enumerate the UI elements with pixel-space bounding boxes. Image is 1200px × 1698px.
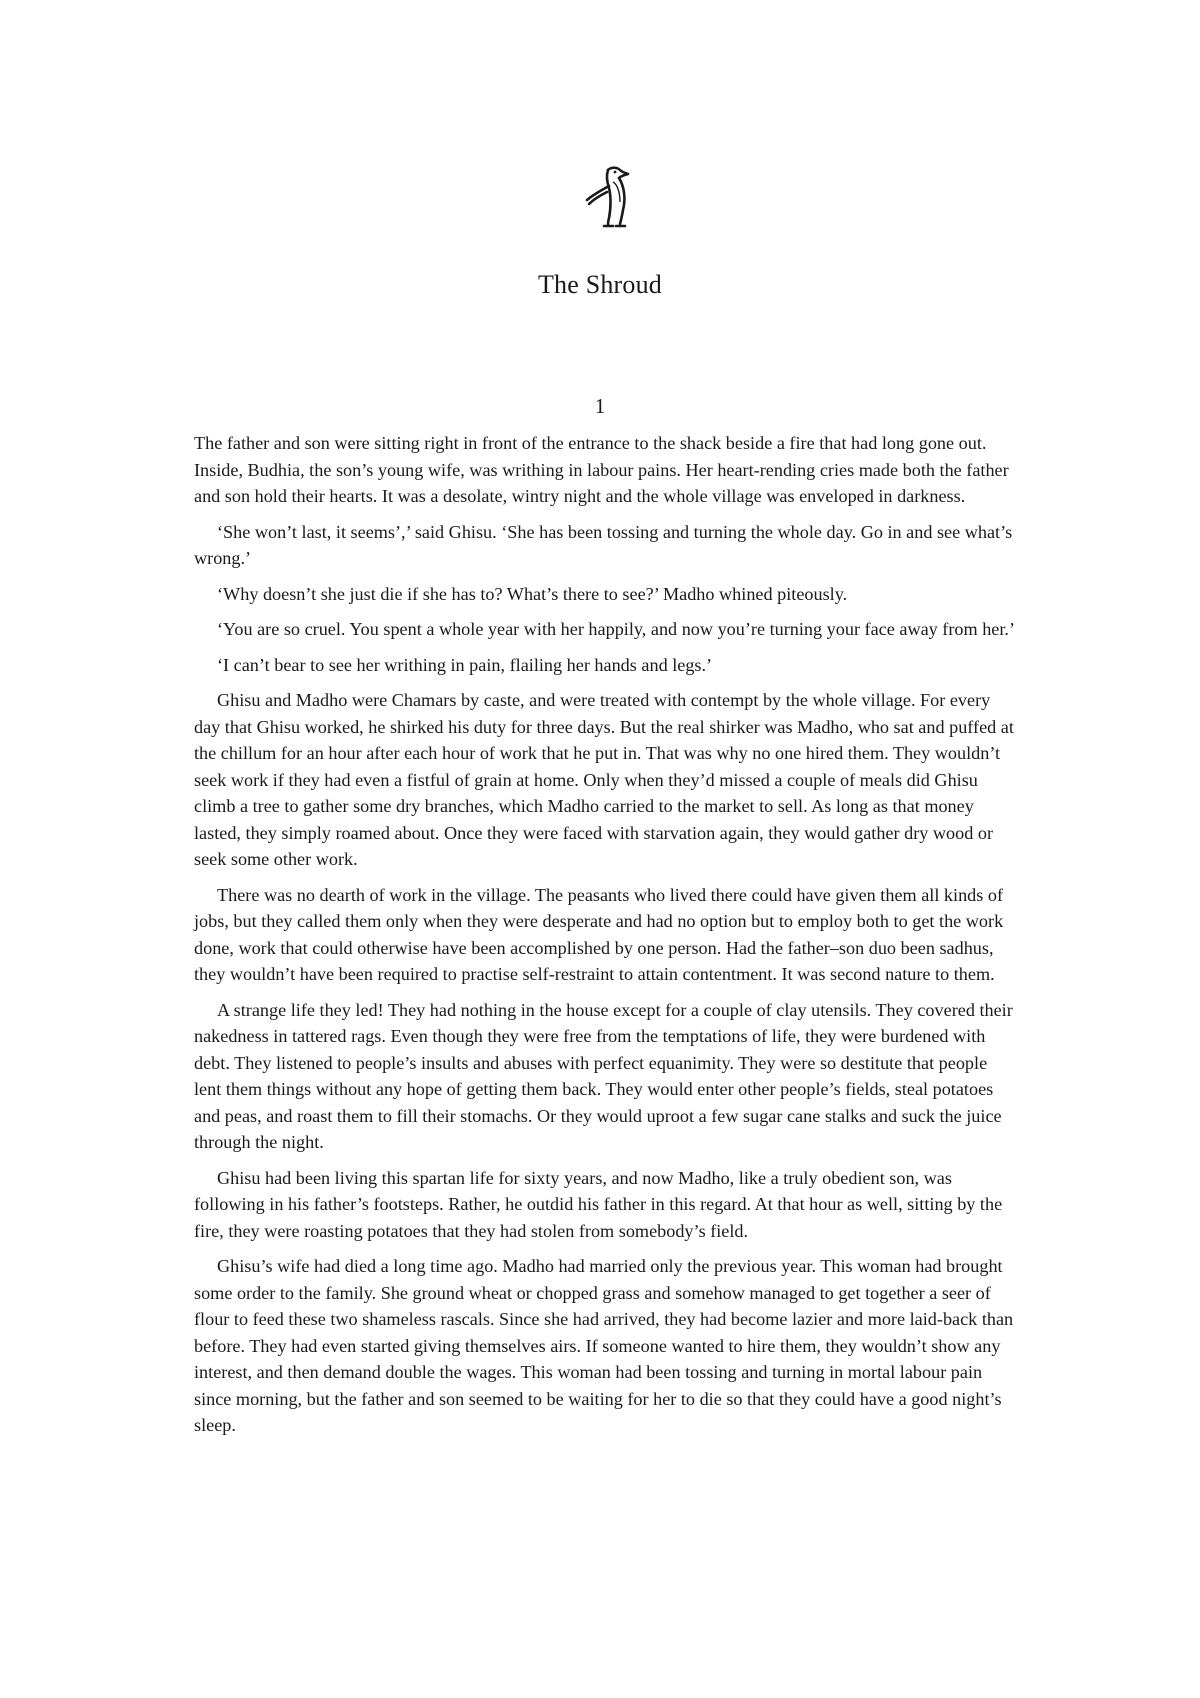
paragraph: There was no dearth of work in the village. The peasants who lived there could have given them all kinds of jobs, but they called them only when they were desperate and had no option but to employ both to get the work done, work that could otherwise have been accomplished by one person. Had the father–son duo been sadhus, they wouldn’t have been required to practise self-restraint to attain contentment. It was second nature to them. (194, 884, 1004, 984)
penguin-icon (578, 164, 634, 230)
paragraph: Ghisu and Madho were Chamars by caste, and were treated with contempt by the whole village. For every day that Ghisu worked, he shirked his duty for three days. But the real shirker was Madho, who sat and puffed at the chillum for an hour after each hour of work that he put in. That was why no one hired them. They wouldn’t seek work if they had even a fistful of grain at home. Only when they’d missed a couple of meals did Ghisu climb a tree to gather some dry branches, which Madho carried to the market to sell. As long as that money lasted, they simply roamed about. Once they were faced with starvation again, they would gather dry wood or seek some other work. (194, 690, 1014, 869)
paragraph: ‘You are so cruel. You spent a whole year with her happily, and now you’re turning your face away from her.’ (217, 619, 1016, 639)
paragraph: A strange life they led! They had nothing in the house except for a couple of clay utensils. They covered their nakedness in tattered rags. Even though they were free from the temptations of life, they were burdened with debt. They listened to people’s insults and abuses with perfect equanimity. They were so destitute that people lent them things without any hope of getting them back. They would enter other people’s fields, steal potatoes and peas, and roast them to fill their stomachs. Or they would uproot a few sugar cane stalks and suck the juice through the night. (194, 999, 1013, 1152)
paragraph: Ghisu had been living this spartan life for sixty years, and now Madho, like a truly obedient son, was following in his father’s footsteps. Rather, he outdid his father in this regard. At that hour as well, sitting by the fire, they were roasting potatoes that they had stolen from somebody’s field. (194, 1167, 1003, 1241)
chapter-number: 1 (594, 394, 606, 418)
paragraph: Ghisu’s wife had died a long time ago. Madho had married only the previous year. This woman had brought some order to the family. She ground wheat or chopped grass and somehow managed to get together a seer of flour to feed these two shameless rascals. Since she had arrived, they had become lazier and more laid-back than before. They had even started giving themselves airs. If someone wanted to hire them, they wouldn’t show any interest, and then demand double the wages. This woman had been tossing and turning in mortal labour pain since morning, but the father and son seemed to be waiting for her to die so that they could have a good night’s sleep. (194, 1256, 1014, 1435)
paragraph: The father and son were sitting right in front of the entrance to the shack beside a fire that had long gone out. Inside, Budhia, the son’s young wife, was writhing in labour pains. Her heart-rending cries made both the father and son hold their hearts. It was a desolate, wintry night and the whole village was enveloped in darkness. (194, 433, 1009, 506)
story-title: The Shroud (537, 270, 663, 299)
paragraph: ‘Why doesn’t she just die if she has to? What’s there to see?’ Madho whined piteously. (217, 583, 848, 604)
paragraph: ‘I can’t bear to see her writhing in pain, flailing her hands and legs.’ (217, 654, 713, 675)
story-body (194, 430, 1016, 1448)
paragraph: ‘She won’t last, it seems’,’ said Ghisu. ‘She has been tossing and turning the whole day. Go in and see what’s wrong.’ (194, 521, 1013, 568)
